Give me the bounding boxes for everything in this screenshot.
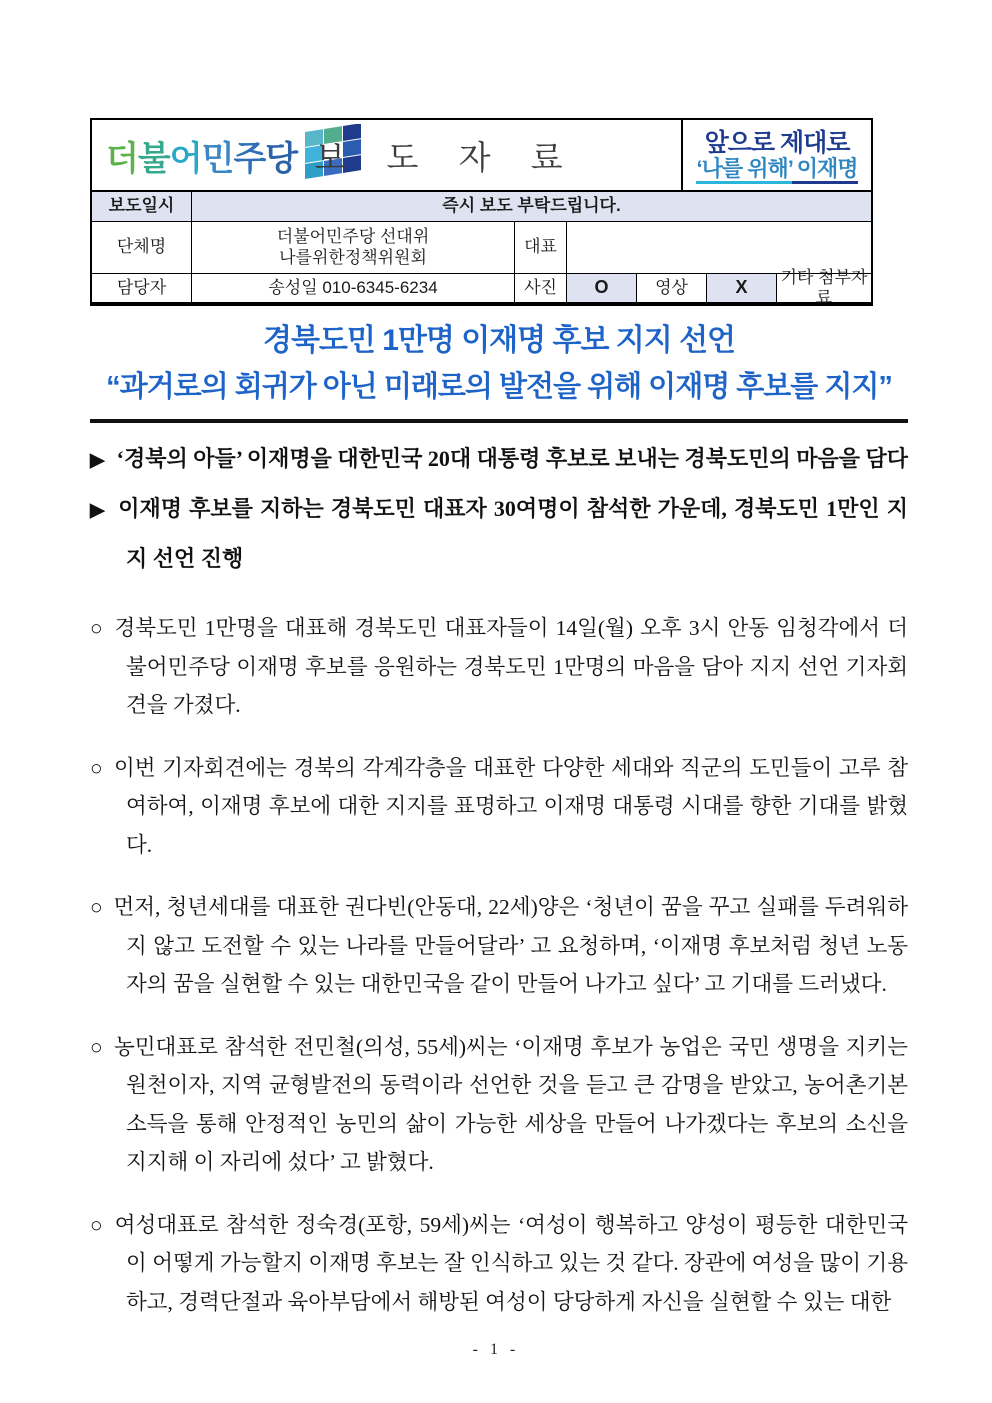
attachments-label: 기타 첨부자료 [780,267,868,307]
body-block [90,609,908,1321]
org-value-line1: 더불어민주당 선대위 [276,227,430,247]
headline-subtitle: “과거로의 회귀가 아닌 미래로의 발전을 위해 이재명 후보를 지지” [106,371,892,403]
logo-char: 당 [265,139,298,178]
logo-char: 어 [169,139,202,178]
body-paragraph [90,1028,908,1182]
contact-label: 담당자 [92,274,192,302]
report-time-row [92,192,871,222]
org-value-line2: 나를위한정책위원회 [279,247,427,267]
slogan-line2 [696,156,857,182]
body-paragraph-text: 여성대표로 참석한 정숙경(포항, 59세)씨는 ‘여성이 행복하고 양성이 평등한 대한민국이 어떻게 가능할지 이재명 후보는 잘 인식하고 있는 것 같다. 장관에 여성을 많이 기용하고, 경력단절과 육아부담에서 해방된 여성이 당당하게 자신을 실현할 수 있는 대한 [114,1212,908,1314]
photo-value: O [567,274,637,302]
video-label: 영상 [637,274,707,302]
representative-label: 대표 [515,222,567,273]
slogan-line1: 앞으로 제대로 [704,128,850,157]
headline-title: 경북도민 1만명 이재명 후보 지지 선언 [262,324,736,357]
headline-divider [90,419,908,423]
org-value [192,222,515,273]
org-label: 단체명 [92,222,192,273]
summary-bullet-text: 이재명 후보를 지하는 경북도민 대표자 30여명이 참석한 가운데, 경북도민 1만인 지지 선언 진행 [118,496,908,571]
contact-value: 송성일 010-6345-6234 [192,274,515,302]
report-time-value: 즉시 보도 부탁드립니다. [442,196,621,216]
video-value: X [707,274,777,302]
press-header-table [90,118,873,306]
photo-label: 사진 [515,274,567,302]
slogan-line2-quote: ‘나를 위해’ [696,156,792,184]
logo-char: 더 [106,139,138,178]
organization-row [92,222,871,274]
body-paragraph [90,888,908,1004]
body-paragraph-text: 먼저, 청년세대를 대표한 권다빈(안동대, 22세)양은 ‘청년이 꿈을 꾸고 실패를 두려워하지 않고 도전할 수 있는 나라를 만들어달라’ 고 요청하며, ‘이재명 후보처럼 청년 노동자의 꿈을 실현할 수 있는 대한민국을 같이 만들어 나가고 싶다’ 고 기대를 드러냈다. [113,895,908,996]
body-paragraph-text: 이번 기자회견에는 경북의 각계각층을 대표한 다양한 세대와 직군의 도민들이 고루 참여하여, 이재명 후보에 대한 지지를 표명하고 이재명 대통령 시대를 향한 기대를 밝혔다. [114,755,908,857]
press-release-title: 보 도 자 료 [314,140,579,177]
circle-bullet-icon: ○ [90,895,104,919]
campaign-slogan [681,120,871,190]
summary-bullets [90,435,908,583]
arrow-bullet-icon: ▶ [90,450,105,471]
summary-bullet [90,485,908,583]
summary-bullet-text: ‘경북의 아들’ 이재명을 대한민국 20대 대통령 후보로 보내는 경북도민의 마음을 담다 [116,446,908,471]
representative-value [567,222,871,273]
arrow-bullet-icon: ▶ [90,500,107,521]
headline-block [90,319,908,409]
report-time-label: 보도일시 [92,192,192,221]
logo-char: 주 [233,139,266,178]
contact-row [92,267,871,307]
slogan-line2-name: 이재명 [792,156,857,184]
circle-bullet-icon: ○ [90,1212,105,1237]
body-paragraph [90,609,908,725]
page-number: - 1 - [472,1341,520,1358]
logo-char: 불 [137,139,170,178]
circle-bullet-icon: ○ [90,1034,105,1059]
body-paragraph [90,1206,908,1322]
body-paragraph-text: 농민대표로 참석한 전민철(의성, 55세)씨는 ‘이재명 후보가 농업은 국민 생명을 지키는 원천이자, 지역 균형발전의 동력이라 선언한 것을 듣고 큰 감명을 받았고, 농어촌기본소득을 통해 안정적인 농민의 삶이 가능한 세상을 만들어 나가겠다는 후보의 소신을 지지해 이 자리에 섰다’ 고 밝혔다. [114,1034,908,1174]
header-row-masthead [92,120,871,192]
circle-bullet-icon: ○ [90,616,105,640]
circle-bullet-icon: ○ [90,755,105,780]
logo-char: 민 [201,139,234,178]
body-paragraph [90,749,908,865]
body-paragraph-text: 경북도민 1만명을 대표해 경북도민 대표자들이 14일(월) 오후 3시 안동 임청각에서 더불어민주당 이재명 후보를 응원하는 경북도민 1만명의 마음을 담아 지지 선언 기자회견을 가졌다. [114,616,908,717]
summary-bullet [90,435,908,485]
